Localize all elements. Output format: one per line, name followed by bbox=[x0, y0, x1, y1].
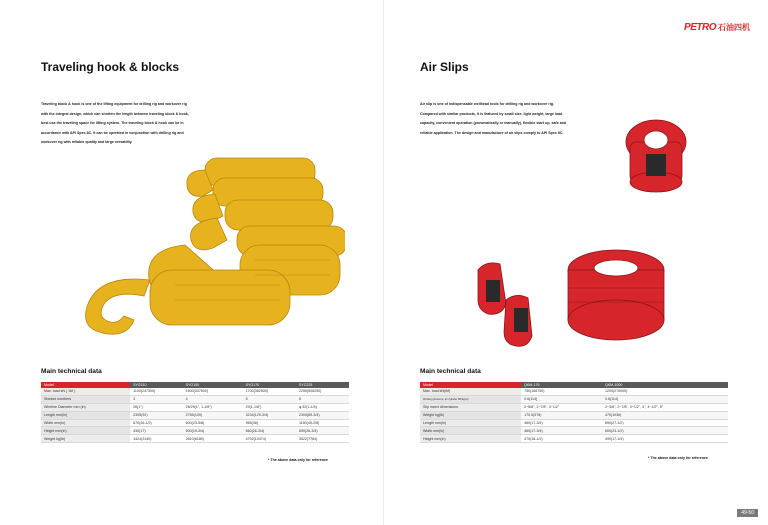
table-cell: 670(26-1/2) bbox=[130, 419, 183, 427]
table-cell: 500(19-3/4) bbox=[183, 427, 243, 435]
traveling-hook-image bbox=[55, 150, 345, 340]
table-cell: 965(38) bbox=[243, 419, 296, 427]
table-row bbox=[41, 411, 349, 419]
air-slip-image-small bbox=[616, 112, 696, 202]
table-cell: 660(26-3/4) bbox=[243, 427, 296, 435]
table-cell: 26(1") bbox=[130, 403, 183, 411]
table-cell: 4 bbox=[183, 395, 243, 403]
table-cell: 460(17-3/4) bbox=[521, 427, 602, 435]
right-page bbox=[384, 0, 768, 525]
table-cell: 430(17) bbox=[130, 427, 183, 435]
column-header: Model bbox=[420, 382, 521, 388]
table-row bbox=[420, 427, 728, 435]
table-cell: Weight kg(lb) bbox=[41, 435, 130, 443]
table-row bbox=[41, 395, 349, 403]
table-cell: Height mm(in) bbox=[41, 427, 130, 435]
column-header: Model bbox=[41, 382, 130, 388]
table-row bbox=[41, 403, 349, 411]
table-cell: Max. load kN ( 1bf ) bbox=[41, 388, 130, 395]
table-cell: Height mm(in) bbox=[420, 435, 521, 443]
logo-chinese-text: 石油四机 bbox=[718, 23, 750, 32]
table-cell: 5 bbox=[296, 395, 349, 403]
table-cell: 2765(109) bbox=[183, 411, 243, 419]
table-row bbox=[41, 419, 349, 427]
table-cell: Working pressure, air cylinder MPa(psi) bbox=[420, 395, 521, 403]
table-cell: 29(1-1/8") bbox=[243, 403, 296, 411]
table-cell: 3234(129-3/4) bbox=[243, 411, 296, 419]
table-row bbox=[420, 403, 728, 411]
table-cell: Length mm(in) bbox=[420, 419, 521, 427]
table-cell: 600(23-1/2) bbox=[602, 427, 728, 435]
table-cell: Width mm(in) bbox=[420, 427, 521, 435]
table-row bbox=[41, 388, 349, 395]
table-cell: Slip insert dimensions bbox=[420, 403, 521, 411]
right-section-title: Main technical data bbox=[420, 368, 481, 375]
table-cell: 5 bbox=[243, 395, 296, 403]
table-cell: Width mm(in) bbox=[41, 419, 130, 427]
table-row bbox=[420, 395, 728, 403]
table-cell: 2305(92) bbox=[130, 411, 183, 419]
company-logo bbox=[684, 22, 750, 33]
table-cell: 2~5/8", 2~7/8", 3~1/2" bbox=[521, 403, 602, 411]
table-cell: 470(1036) bbox=[602, 411, 728, 419]
left-note: * The above data only for reference bbox=[268, 458, 328, 462]
table-cell: 2610(6180) bbox=[183, 435, 243, 443]
right-note: * The above data only for reference bbox=[648, 456, 708, 460]
column-header: SYC225 bbox=[296, 382, 349, 388]
table-cell: φ 32(1-1/4) bbox=[296, 403, 349, 411]
logo-mark: PETRO bbox=[684, 22, 716, 33]
table-row bbox=[420, 411, 728, 419]
air-slips-spec-table bbox=[420, 382, 728, 443]
left-title: Traveling hook & blocks bbox=[41, 60, 180, 74]
table-cell: 490(17-1/4) bbox=[602, 435, 728, 443]
table-cell: 0.6(114) bbox=[602, 395, 728, 403]
table-row bbox=[420, 435, 728, 443]
table-cell: 690(26-3/4) bbox=[296, 427, 349, 435]
table-cell: 0.6(114) bbox=[521, 395, 602, 403]
left-description: Traveling block & hook is one of the lifting equipment for drilling rig and workover rig with the integral design, which can shorten the length between traveling block & hook, best use the traveling space for lifting system. The traveling block & hook can be in accordance with API Spec 8C. It can be operated in conjunction with drilling rig and workover rig with reliable quality and large versatility. bbox=[41, 102, 189, 144]
table-cell: 2250(506250) bbox=[296, 388, 349, 395]
table-cell: Sheave numbers bbox=[41, 395, 130, 403]
table-row bbox=[41, 435, 349, 443]
table-cell: 3 bbox=[130, 395, 183, 403]
table-cell: Length mm(in) bbox=[41, 411, 130, 419]
table-cell: 750(168750) bbox=[521, 388, 602, 395]
table-cell: 26/29(1", 1-1/8") bbox=[183, 403, 243, 411]
column-header: SYG170 bbox=[243, 382, 296, 388]
table-row bbox=[420, 388, 728, 395]
table-cell: 170.5(376) bbox=[521, 411, 602, 419]
table-row bbox=[420, 419, 728, 427]
table-cell: 1700(382500) bbox=[243, 388, 296, 395]
column-header: SYG110 bbox=[130, 382, 183, 388]
table-cell: Weight kg(lb) bbox=[420, 411, 521, 419]
table-cell: 3522(7764) bbox=[296, 435, 349, 443]
table-cell: Max. load kN(lbf) bbox=[420, 388, 521, 395]
column-header: QKM-1000 bbox=[602, 382, 728, 388]
air-slip-image-large bbox=[466, 240, 686, 360]
table-cell: 1500(337500) bbox=[183, 388, 243, 395]
table-cell: 2300(89-3/4) bbox=[296, 411, 349, 419]
column-header: SYG150 bbox=[183, 382, 243, 388]
column-header: QKM-175 bbox=[521, 382, 602, 388]
table-cell: 1100(247300) bbox=[130, 388, 183, 395]
page-number: 49-50 bbox=[737, 509, 758, 517]
table-cell: 1424(3140) bbox=[130, 435, 183, 443]
right-title: Air Slips bbox=[420, 60, 469, 74]
table-cell: Wireline Diameter mm (in) bbox=[41, 403, 130, 411]
table-cell: 690(27-1/2) bbox=[602, 419, 728, 427]
table-cell: 470(18-1/2) bbox=[521, 435, 602, 443]
right-description: Air slip is one of indispensable wellhead tools for drilling rig and workover rig. Compared with similar products, it is featured by small size, light weight, large load capacity, convenient operation (pneumatically or manually), flexible start up, safe and reliable application. The design and manufacture of air slips comply to API Spec 8C. bbox=[420, 102, 567, 135]
hook-spec-table bbox=[41, 382, 349, 443]
table-row bbox=[41, 427, 349, 435]
table-cell: 600(23-5/8) bbox=[183, 419, 243, 427]
table-cell: 460(17-3/4) bbox=[521, 419, 602, 427]
table-cell: 4702(10474) bbox=[243, 435, 296, 443]
table-cell: 1200(270000) bbox=[602, 388, 728, 395]
left-section-title: Main technical data bbox=[41, 368, 102, 375]
table-cell: 1150(45-2/8) bbox=[296, 419, 349, 427]
table-cell: 2~3/8", 2~7/8", 3~1/2", 4", 4~1/2", 5" bbox=[602, 403, 728, 411]
